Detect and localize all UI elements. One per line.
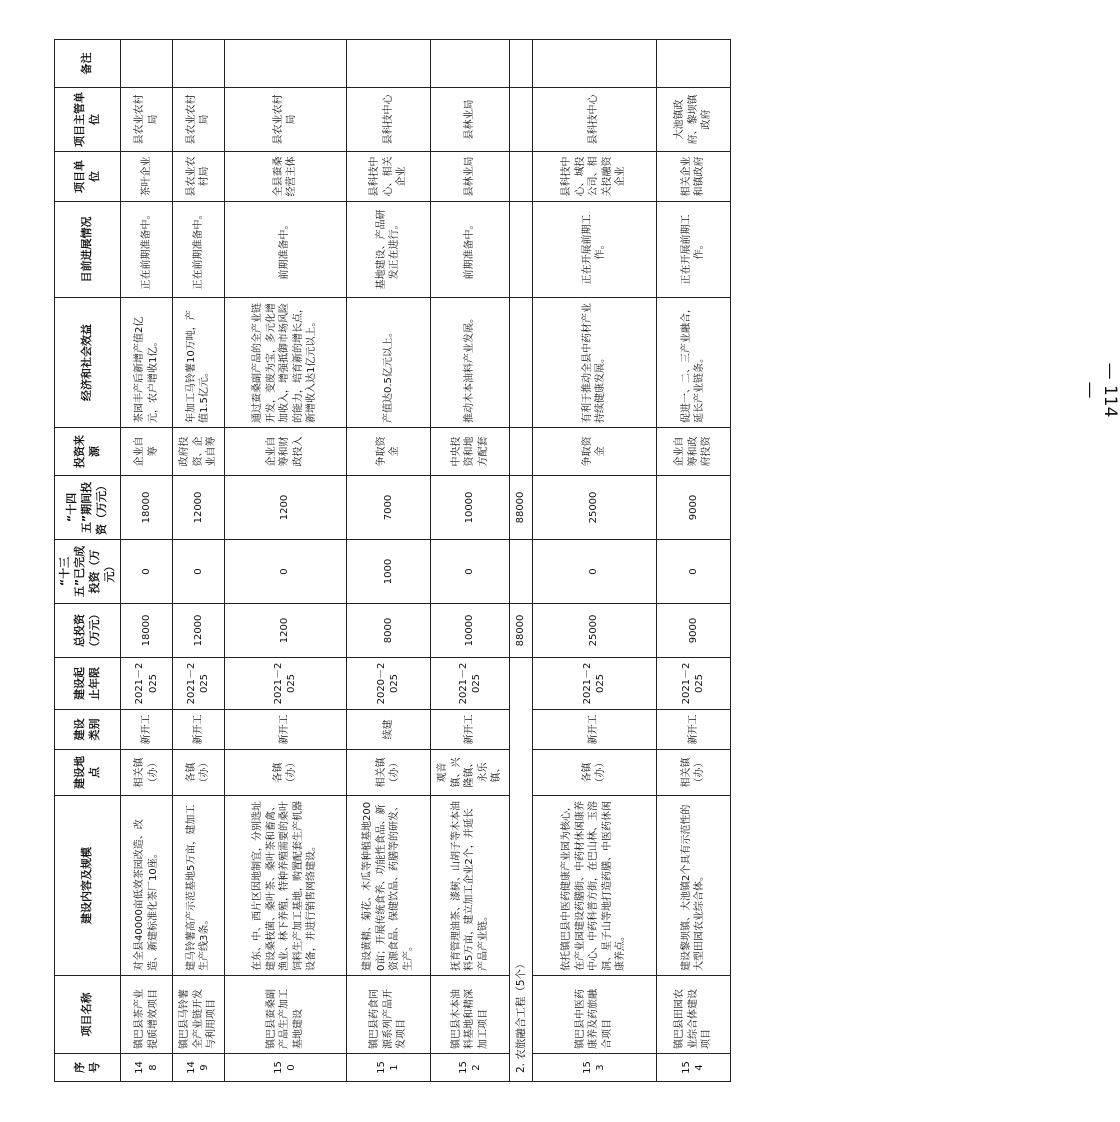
cell-source: 政府投资、企业自筹 — [173, 428, 225, 476]
cell-type: 新开工 — [532, 710, 656, 750]
header-dept: 项目主管单位 — [55, 88, 121, 152]
header-content: 建设内容及规模 — [55, 796, 121, 976]
cell-type: 新开工 — [121, 710, 173, 750]
cell-benefit: 年加工马铃薯10万吨，产值1.5亿元。 — [173, 298, 225, 428]
cell-source: 企业自筹和财政投入 — [224, 428, 346, 476]
cell-progress: 正在前期准备中。 — [121, 202, 173, 298]
cell-location: 相关镇（办） — [121, 750, 173, 796]
table-row — [121, 40, 173, 1082]
cell-location: 各镇（办） — [532, 750, 656, 796]
cell-location: 相关镇（办） — [346, 750, 431, 796]
cell-unit: 相关企业和镇政府 — [656, 152, 730, 202]
cell-seq: 154 — [656, 1054, 730, 1082]
cell-name: 镇巴县蚕桑副产品生产加工基地建设 — [224, 976, 346, 1054]
cell-progress: 前期准备中。 — [431, 202, 510, 298]
cell-source: 企业自筹 — [121, 428, 173, 476]
cell-progress: 基地建设、产品研发正在进行。 — [346, 202, 431, 298]
cell-unit: 茶叶企业 — [121, 152, 173, 202]
cell-source: 争取资金 — [532, 428, 656, 476]
cell-period: 2021－2025 — [431, 658, 510, 710]
table-row — [532, 40, 656, 1082]
cell-benefit: 推动木本油料产业发展。 — [431, 298, 510, 428]
cell-name: 镇巴县马铃薯全产业链开发与利用项目 — [173, 976, 225, 1054]
cell-plan14: 1200 — [224, 476, 346, 540]
section-row — [509, 40, 532, 1082]
cell-location: 各镇（办） — [224, 750, 346, 796]
cell-plan14: 12000 — [173, 476, 225, 540]
cell-total: 1200 — [224, 604, 346, 658]
cell-progress: 正在开展前期工作。 — [656, 202, 730, 298]
header-source: 投资来源 — [55, 428, 121, 476]
cell-content: 建马铃薯高产示范基地5万亩，建加工生产线3条。 — [173, 796, 225, 976]
cell-seq: 151 — [346, 1054, 431, 1082]
cell-type: 新开工 — [224, 710, 346, 750]
cell-content: 抚育管理油茶、漆树、山胡子等木本油料5万亩，建立加工企业2个，并延长产品产业链。 — [431, 796, 510, 976]
cell-total: 10000 — [431, 604, 510, 658]
cell-name: 镇巴县茶产业提质增效项目 — [121, 976, 173, 1054]
cell-name: 镇巴县田园农业综合体建设项目 — [656, 976, 730, 1054]
cell-progress: 前期准备中。 — [224, 202, 346, 298]
cell-unit: 县农业农村局 — [173, 152, 225, 202]
section-remark — [509, 40, 532, 88]
cell-name: 镇巴县中医药康养及药旅融合项目 — [532, 976, 656, 1054]
section-benefit — [509, 298, 532, 428]
cell-done13: 0 — [224, 540, 346, 604]
cell-benefit: 产值达0.5亿元以上。 — [346, 298, 431, 428]
cell-source: 企业自筹和政府投资 — [656, 428, 730, 476]
section-label: 2. 农旅融合工程（5个） — [509, 658, 532, 1082]
cell-location: 相关镇（办） — [656, 750, 730, 796]
cell-unit: 县科技中心、相关企业 — [346, 152, 431, 202]
cell-period: 2020－2025 — [346, 658, 431, 710]
cell-remark — [224, 40, 346, 88]
section-plan14: 88000 — [509, 476, 532, 540]
cell-done13: 1000 — [346, 540, 431, 604]
cell-seq: 150 — [224, 1054, 346, 1082]
header-location: 建设地点 — [55, 750, 121, 796]
header-benefit: 经济和社会效益 — [55, 298, 121, 428]
cell-seq: 148 — [121, 1054, 173, 1082]
cell-dept: 大池镇政府、黎坝镇政府 — [656, 88, 730, 152]
cell-dept: 县农业农村局 — [224, 88, 346, 152]
cell-benefit: 茶园丰产后新增产值2亿元，农户增收1亿。 — [121, 298, 173, 428]
cell-period: 2021－2025 — [656, 658, 730, 710]
section-unit — [509, 152, 532, 202]
header-type: 建设类别 — [55, 710, 121, 750]
cell-content: 在东、中、西片区因地制宜，分别选址建设桑枝菌、桑叶茶、桑叶茶和畜禽、渔业、林下养殖，特种养殖需要的桑叶饲料生产加工基地，购置配套生产机器设备，并进行销售网络建设。 — [224, 796, 346, 976]
cell-type: 新开工 — [431, 710, 510, 750]
cell-benefit: 有利于推动全县中药材产业持续健康发展。 — [532, 298, 656, 428]
cell-period: 2021－2025 — [173, 658, 225, 710]
section-done13 — [509, 540, 532, 604]
cell-seq: 152 — [431, 1054, 510, 1082]
header-done13: “十三五”已完成投资（万元） — [55, 540, 121, 604]
cell-source: 争取资金 — [346, 428, 431, 476]
cell-seq: 153 — [532, 1054, 656, 1082]
section-source — [509, 428, 532, 476]
header-seq: 序号 — [55, 1054, 121, 1082]
header-total: 总投资（万元） — [55, 604, 121, 658]
cell-source: 中央投资和地方配套 — [431, 428, 510, 476]
cell-done13: 0 — [656, 540, 730, 604]
header-name: 项目名称 — [55, 976, 121, 1054]
cell-remark — [346, 40, 431, 88]
cell-remark — [656, 40, 730, 88]
cell-seq: 149 — [173, 1054, 225, 1082]
section-dept — [509, 88, 532, 152]
cell-content: 对全县40000亩低效茶园改造、改造、新建标准化茶厂10座。 — [121, 796, 173, 976]
cell-remark — [532, 40, 656, 88]
cell-location: 各镇（办） — [173, 750, 225, 796]
cell-dept: 县科技中心 — [532, 88, 656, 152]
cell-dept: 县科技中心 — [346, 88, 431, 152]
cell-type: 新开工 — [173, 710, 225, 750]
table-row — [656, 40, 730, 1082]
header-plan14: “十四五”期间投资（万元） — [55, 476, 121, 540]
section-progress — [509, 202, 532, 298]
table-row — [346, 40, 431, 1082]
cell-unit: 全县蚕桑经营主体 — [224, 152, 346, 202]
header-period: 建设起止年限 — [55, 658, 121, 710]
cell-content: 依托镇巴县中医药健康产业园为核心，在产业园建设药膳街、中药材休闲康养中心、中药科普方街，在巴山林、玉溶洞、星子山等地打造药膳、中医药休闲康养点。 — [532, 796, 656, 976]
cell-plan14: 18000 — [121, 476, 173, 540]
cell-progress: 正在前期准备中。 — [173, 202, 225, 298]
cell-content: 建设黎坝镇、大池镇2个具有示范性的大型田园农业综合体。 — [656, 796, 730, 976]
header-progress: 目前进展情况 — [55, 202, 121, 298]
cell-type: 续建 — [346, 710, 431, 750]
header-row — [55, 40, 121, 1082]
cell-total: 12000 — [173, 604, 225, 658]
cell-progress: 正在开展前期工作。 — [532, 202, 656, 298]
cell-period: 2021－2025 — [121, 658, 173, 710]
cell-remark — [173, 40, 225, 88]
cell-total: 9000 — [656, 604, 730, 658]
cell-name: 镇巴县药食同源系列产品开发项目 — [346, 976, 431, 1054]
cell-dept: 县农业农村局 — [121, 88, 173, 152]
cell-plan14: 7000 — [346, 476, 431, 540]
cell-period: 2021－2025 — [224, 658, 346, 710]
cell-done13: 0 — [173, 540, 225, 604]
cell-done13: 0 — [121, 540, 173, 604]
cell-plan14: 25000 — [532, 476, 656, 540]
cell-content: 建设黄精、菊花、木瓜等种植基地2000亩；开展传统食养、功能性食品、新资源食品、保健饮品、药膳等的研发、生产。 — [346, 796, 431, 976]
cell-type: 新开工 — [656, 710, 730, 750]
cell-dept: 县林业局 — [431, 88, 510, 152]
cell-unit: 县林业局 — [431, 152, 510, 202]
cell-total: 18000 — [121, 604, 173, 658]
cell-remark — [121, 40, 173, 88]
table-row — [431, 40, 510, 1082]
section-total: 88000 — [509, 604, 532, 658]
cell-total: 25000 — [532, 604, 656, 658]
cell-period: 2021－2025 — [532, 658, 656, 710]
cell-benefit: 通过蚕桑副产品的全产业链开发，变废为宝，多元化增加收入，增强抵御市场风险的能力，培育新的增长点，新增收入达1亿元以上。 — [224, 298, 346, 428]
table-row — [224, 40, 346, 1082]
table-row — [173, 40, 225, 1082]
cell-dept: 县农业农村局 — [173, 88, 225, 152]
header-remark: 备注 — [55, 40, 121, 88]
cell-done13: 0 — [532, 540, 656, 604]
cell-name: 镇巴县木本油料基地和精深加工项目 — [431, 976, 510, 1054]
cell-location: 观音镇、兴隆镇、永乐镇、 — [431, 750, 510, 796]
cell-total: 8000 — [346, 604, 431, 658]
cell-unit: 县科技中心、城投公司、相关投融资企业 — [532, 152, 656, 202]
cell-done13: 0 — [431, 540, 510, 604]
header-unit: 项目单位 — [55, 152, 121, 202]
cell-plan14: 10000 — [431, 476, 510, 540]
page-number: — 114 — — [1080, 362, 1120, 418]
cell-plan14: 9000 — [656, 476, 730, 540]
project-table — [54, 39, 731, 1082]
cell-benefit: 促进一、二、三产业融合，延长产业链条。 — [656, 298, 730, 428]
cell-remark — [431, 40, 510, 88]
